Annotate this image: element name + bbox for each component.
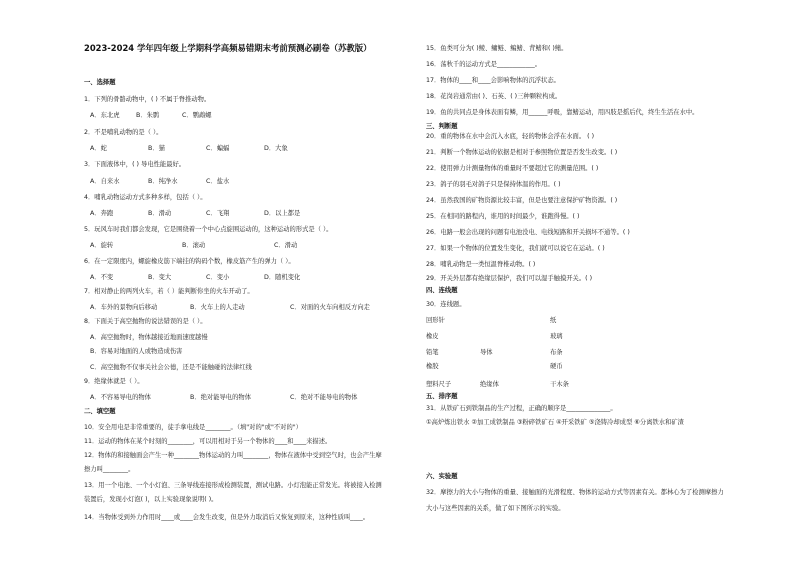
answer-option: B．变大: [148, 274, 172, 281]
question-text: 13．用一个电池、一个小灯泡、三条导线连接形成检测装置，测试电路。小灯泡能正常发光。将被接入检测: [84, 482, 382, 489]
section-heading: 四、连线题: [426, 287, 458, 294]
matching-item: 玻璃: [550, 333, 563, 340]
answer-option: B．绝对能导电的物体: [190, 394, 251, 401]
matching-item: 硬币: [550, 363, 563, 370]
question-text: 28．哺乳动物是一类恒温脊椎动物。( ): [426, 261, 536, 268]
answer-option: C．蝙蝠: [206, 145, 230, 152]
question-text: 10．安全用电是非常重要的，徒手拿电线是________。（填"对的"或"不对的"）: [84, 424, 302, 431]
question-text: 3．下面液体中，( ) 导电性能最好。: [84, 161, 186, 168]
question-text: 30．连线题。: [426, 301, 466, 308]
answer-options: [84, 241, 366, 250]
section-heading: 五、排序题: [426, 393, 458, 400]
matching-category: 导体: [480, 349, 493, 356]
answer-options: [84, 273, 322, 282]
answer-option: B．猫: [148, 145, 165, 152]
answer-option: B．滑动: [148, 210, 172, 217]
section-heading: 一、选择题: [84, 79, 116, 86]
question-text: 11．运动的物体在某个时刻的________，可以用相对于另一个物体的____和____来描述。: [84, 438, 332, 445]
question-text: 4．哺乳动物运动方式多种多样，包括（ ）。: [84, 194, 207, 201]
page-title: 2023-2024 学年四年级上学期科学高频易错期末考前预测必刷卷（苏教版）: [84, 43, 372, 53]
answer-option: C．滑动: [274, 242, 298, 249]
answer-options: [84, 111, 228, 120]
question-text: 2．不是哺乳动物的是（ ）。: [84, 129, 163, 136]
question-text: 16．荡秋千的运动方式是____________。: [426, 61, 542, 68]
question-text: 32．摩擦力的大小与物体的重量、接触面的光滑程度、物体的运动方式等因素有关。都林心为了检测摩擦力: [426, 489, 724, 496]
question-text: 23．鸽子的羽毛对鸽子只是保持体温的作用。( ): [426, 181, 561, 188]
answer-option: C．变小: [206, 274, 230, 281]
answer-option: B．纯净水: [148, 178, 178, 185]
answer-option: B．火车上的人走动: [190, 304, 245, 311]
answer-option: C．飞翔: [206, 210, 230, 217]
question-text: 1．下列的骨骼动物中，( ) 不属于脊推动物。: [84, 96, 211, 103]
matching-item: 铅笔: [426, 349, 439, 356]
question-text: 17．物体的____和____会影响物体的沉浮状态。: [426, 77, 560, 84]
answer-option: D．以上都是: [264, 210, 301, 217]
question-text: 27．如果一个物体的位置发生变化，我们就可以说它在运动。( ): [426, 245, 605, 252]
question-text: 7．相对静止的两列火车，若（ ）能判断你坐的火车开动了。: [84, 288, 254, 295]
matching-item: 橡皮: [426, 333, 439, 340]
question-text: 12．物体的和接触面会产生一种________物体运动的力叫________，物体在液体中受到空气时，也会产生摩: [84, 452, 382, 459]
answer-option: A．不变: [90, 274, 114, 281]
question-text: 24．虽然我国的矿物资源比较丰富，但是也要注意保护矿物资源。( ): [426, 197, 618, 204]
answer-option: A．高空抛物时，物体越接近地面速度越慢: [90, 334, 208, 341]
question-text: 29．开关外层都有绝缘层保护，我们可以湿手触摸开关。( ): [426, 275, 593, 282]
answer-option: C．盐水: [206, 178, 230, 185]
question-text: 26．电路一般会出现的问题有电池没电、电线短路和开关损坏不通等。( ): [426, 229, 630, 236]
question-text: ①高炉炼出铁水 ②加工成铁制品 ③粉碎铁矿石 ④开采铁矿 ⑤浇铸冷却成型 ⑥分离铁水和矿渣: [426, 419, 684, 426]
question-text: 14．当物体受到外力作用时____或____会发生改变，但是外力取消后又恢复到原来，这种性质叫____。: [84, 514, 370, 521]
answer-option: A．车外的景物向后移动: [90, 304, 158, 311]
section-heading: 三、判断题: [426, 123, 458, 130]
question-text: 22．使用弹力计测量物体的重量时不要超过它的测量范围。( ): [426, 165, 599, 172]
question-text: 5．玩风车时我们都会发现，它是围绕着一个中心点旋围运动的，这种运动的形式是（ ）。: [84, 226, 333, 233]
answer-option: A．东北虎: [90, 112, 120, 119]
section-heading: 二、填空题: [84, 408, 116, 415]
answer-options: [84, 209, 322, 218]
question-text: 21．判断一个物体运动的依据是相对于参照物位置是否发生改变。( ): [426, 149, 618, 156]
question-text: 擦力叫________。: [84, 466, 135, 473]
answer-options: [84, 393, 390, 402]
question-text: 25．在相同的路程内，谁用的时间最少，谁跑得慢。( ): [426, 213, 580, 220]
answer-options: [84, 177, 264, 186]
answer-option: D．随机变化: [264, 274, 301, 281]
answer-option: B．朱鹮: [136, 112, 160, 119]
question-text: 31．从铁矿石到铁制品的生产过程，正确的顺序是______________。: [426, 405, 617, 412]
answer-option: D．大象: [264, 145, 288, 152]
question-text: 19．鱼的共同点是身体表面有鳞，用______呼吸，靠鳍运动，用四肢是摇后代，终生生活在水中。: [426, 109, 699, 116]
answer-option: A．自来水: [90, 178, 120, 185]
question-text: 15．鱼类可分为( )鲮、鳙鲢、鳊鳍、背鳍和( )鳍。: [426, 45, 568, 52]
matching-item: 回形针: [426, 317, 445, 324]
answer-option: A．不容易导电的物体: [90, 394, 151, 401]
section-heading: 六、实验题: [426, 473, 458, 480]
answer-option: A．蛇: [90, 145, 107, 152]
question-text: 20．重的物体在水中会沉入水底，轻的物体会浮在水面。 ( ): [426, 133, 595, 140]
answer-option: A．旋转: [90, 242, 114, 249]
answer-option: A．奔跑: [90, 210, 114, 217]
question-text: 大小与这些因素的关系，做了如下图所示的实验。: [426, 505, 565, 512]
matching-item: 塑料尺子: [426, 381, 452, 388]
answer-option: C．高空抛物不仅事关社会公德，还是不能触碰的法律红线: [90, 364, 252, 371]
answer-option: B．容易对地面的人或物造成伤害: [90, 348, 183, 355]
question-text: 6．在一定限度内，螺旋橡皮筋下端挂的钩码个数，橡皮筋产生的弹力（ ）。: [84, 258, 295, 265]
answer-option: C．对面的火车向相反方向走: [290, 304, 370, 311]
matching-category: 绝缘体: [480, 381, 499, 388]
answer-options: [84, 303, 390, 312]
answer-option: B．滚动: [182, 242, 206, 249]
question-text: 8．下面关于高空抛物的说法错误的是（ ）。: [84, 318, 207, 325]
answer-options: [84, 144, 322, 153]
answer-option: C．鹦鹉螺: [182, 112, 212, 119]
answer-option: C．绝对不能导电的物体: [290, 394, 358, 401]
matching-item: 布条: [550, 349, 563, 356]
question-text: 9．绝缘体就是（ ）。: [84, 378, 144, 385]
question-text: 装置后，发现小灯泡( )，以上实验现象说明( )。: [84, 496, 218, 503]
matching-item: 纸: [550, 317, 557, 324]
matching-item: 干木条: [550, 381, 569, 388]
matching-item: 橡胶: [426, 363, 439, 370]
question-text: 18．花岗岩通常由( )、石英、( )三种颗粒构成。: [426, 93, 562, 100]
